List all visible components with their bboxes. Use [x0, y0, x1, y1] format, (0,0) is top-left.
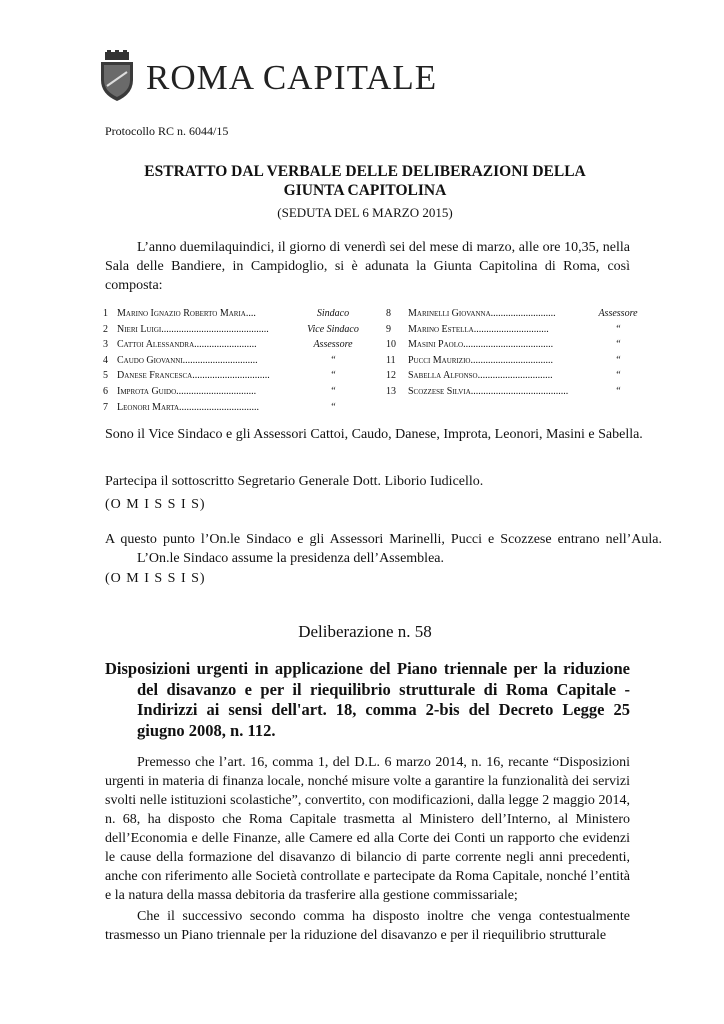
protocol-number: Protocollo RC n. 6044/15 [105, 124, 229, 138]
member-name-cell [117, 400, 293, 416]
member-name-cell [117, 384, 293, 400]
member-name: Marino Ignazio Roberto Maria [117, 308, 246, 319]
member-name-cell [408, 306, 588, 322]
member-number: 9 [386, 323, 391, 335]
member-name: Sabella Alfonso [408, 370, 478, 382]
member-leader-dots: .............................. [182, 354, 258, 366]
member-row [386, 368, 648, 384]
member-name: Danese Francesca [117, 370, 193, 382]
member-role: “ [615, 370, 621, 382]
member-name-cell [408, 368, 588, 384]
member-number: 13 [386, 385, 396, 397]
member-leader-dots: .... [245, 308, 256, 319]
member-name: Marinelli Giovanna [408, 308, 491, 319]
member-leader-dots: ................................ [176, 385, 257, 397]
member-role: “ [330, 370, 336, 382]
entry-paragraph: A questo punto l’On.le Sindaco e gli Assessori Marinelli, Pucci e Scozzese entrano nell’Aula. L’On.le Sindaco assume la presidenza dell’Assemblea. [105, 532, 662, 566]
member-role: Assessore [598, 308, 638, 319]
member-number: 2 [103, 323, 108, 335]
title-line-2: GIUNTA CAPITOLINA [283, 182, 447, 199]
member-row [386, 337, 648, 353]
member-leader-dots: ........................................... [161, 323, 269, 335]
member-number: 5 [103, 370, 108, 382]
member-name-cell [408, 322, 588, 338]
member-role: “ [330, 354, 336, 366]
member-number: 12 [386, 370, 396, 382]
member-name: Cattoi Alessandra [117, 339, 195, 351]
member-name-cell [117, 306, 293, 322]
member-leader-dots: .............................. [477, 370, 553, 382]
member-role: “ [615, 323, 621, 335]
member-leader-dots: .............................. [473, 323, 549, 335]
member-leader-dots: .......................... [490, 308, 556, 319]
member-leader-dots: ................................. [470, 354, 553, 366]
member-name: Marino Estella [408, 323, 474, 335]
member-number: 11 [386, 354, 396, 366]
secretary-paragraph: Partecipa il sottoscritto Segretario Generale Dott. Liborio Iudicello. [105, 474, 484, 489]
member-number: 6 [103, 385, 108, 397]
member-row [103, 306, 373, 322]
member-role: “ [615, 339, 621, 351]
brand-name: ROMA CAPITALE [146, 58, 438, 97]
member-role: “ [615, 354, 621, 366]
member-name: Pucci Maurizio [408, 354, 471, 366]
member-name: Nieri Luigi [117, 323, 162, 335]
member-number: 8 [386, 308, 391, 319]
member-name-cell [117, 337, 293, 353]
member-name-cell [117, 353, 293, 369]
deliberation-number: Deliberazione n. 58 [298, 622, 432, 641]
member-row [386, 322, 648, 338]
member-role: Sindaco [316, 308, 350, 319]
member-name-cell [408, 384, 588, 400]
member-number: 10 [386, 339, 396, 351]
omissis-2: (O M I S S I S) [105, 571, 206, 586]
member-name: Improta Guido [117, 385, 177, 397]
title-line-1: ESTRATTO DAL VERBALE DELLE DELIBERAZIONI DELLA [144, 163, 586, 180]
body-paragraph-1: Premesso che l’art. 16, comma 1, del D.L. 6 marzo 2014, n. 16, recante “Disposizioni urgenti in materia di finanza locale, nonché misure volte a garantire la funzionalità dei servizi svolti nelle istituzioni scolastiche”, convertito, con modificazioni, dalla legge 2 maggio 2014, n. 68, ha disposto che Roma Capitale trasmetta al Ministero dell’Interno, al Ministero dell’Economia e delle Finanze, alle Camere ed alla Corte dei Conti un rapporto che evidenzi le cause della formazione del disavanzo di bilancio di parte corrente negli anni precedenti, anche con riferimento alle Società controllate e partecipate da Roma Capitale, nonché l’entità e la natura della massa debitoria da trasferire alla gestione commissariale; [105, 755, 630, 903]
present-paragraph: Sono il Vice Sindaco e gli Assessori Cattoi, Caudo, Danese, Improta, Leonori, Masini e Sabella. [105, 427, 643, 442]
member-row [386, 306, 648, 322]
member-row [103, 400, 373, 416]
member-name-cell [117, 322, 293, 338]
omissis-1: (O M I S S I S) [105, 497, 206, 512]
member-row [386, 353, 648, 369]
member-row [103, 322, 373, 338]
session-date: (SEDUTA DEL 6 MARZO 2015) [277, 205, 453, 220]
member-row [103, 384, 373, 400]
member-name: Masini Paolo [408, 339, 464, 351]
member-role: Assessore [313, 339, 353, 351]
member-leader-dots: .................................... [463, 339, 554, 351]
member-role: “ [330, 401, 336, 413]
member-number: 4 [103, 354, 108, 366]
member-name-cell [117, 368, 293, 384]
member-role: Vice Sindaco [307, 323, 359, 335]
member-number: 7 [103, 401, 108, 413]
member-row [386, 384, 648, 400]
member-leader-dots: ............................... [192, 370, 270, 382]
member-leader-dots: ................................ [179, 401, 260, 413]
roma-capitale-crest-logo [97, 50, 137, 102]
members-list-right [386, 306, 648, 400]
body-paragraph-2: Che il successivo secondo comma ha disposto inoltre che venga contestualmente trasmesso un Piano triennale per la riduzione del disavanzo e per il riequilibrio strutturale [105, 909, 630, 943]
member-role: “ [615, 385, 621, 397]
intro-paragraph: L’anno duemilaquindici, il giorno di venerdì sei del mese di marzo, alle ore 10,35, nella Sala delle Bandiere, in Campidoglio, si è adunata la Giunta Capitolina di Roma, così composta: [105, 240, 630, 293]
member-row [103, 337, 373, 353]
member-name-cell [408, 353, 588, 369]
member-row [103, 353, 373, 369]
member-row [103, 368, 373, 384]
member-name: Scozzese Silvia [408, 385, 471, 397]
member-name: Leonori Marta [117, 401, 180, 413]
member-leader-dots: ......................... [194, 339, 257, 351]
document-title [105, 162, 625, 200]
members-list-left [103, 306, 373, 415]
member-number: 1 [103, 308, 108, 319]
member-name: Caudo Giovanni [117, 354, 183, 366]
member-role: “ [330, 385, 336, 397]
deliberation-subject: Disposizioni urgenti in applicazione del Piano triennale per la riduzione del disavanzo e per il riequilibrio strutturale di Roma Capitale - Indirizzi ai sensi dell'art. 18, comma 2-bis del Decreto Legge 25 giugno 2008, n. 112. [105, 659, 630, 740]
member-number: 3 [103, 339, 108, 351]
member-name-cell [408, 337, 588, 353]
member-leader-dots: ....................................... [470, 385, 569, 397]
